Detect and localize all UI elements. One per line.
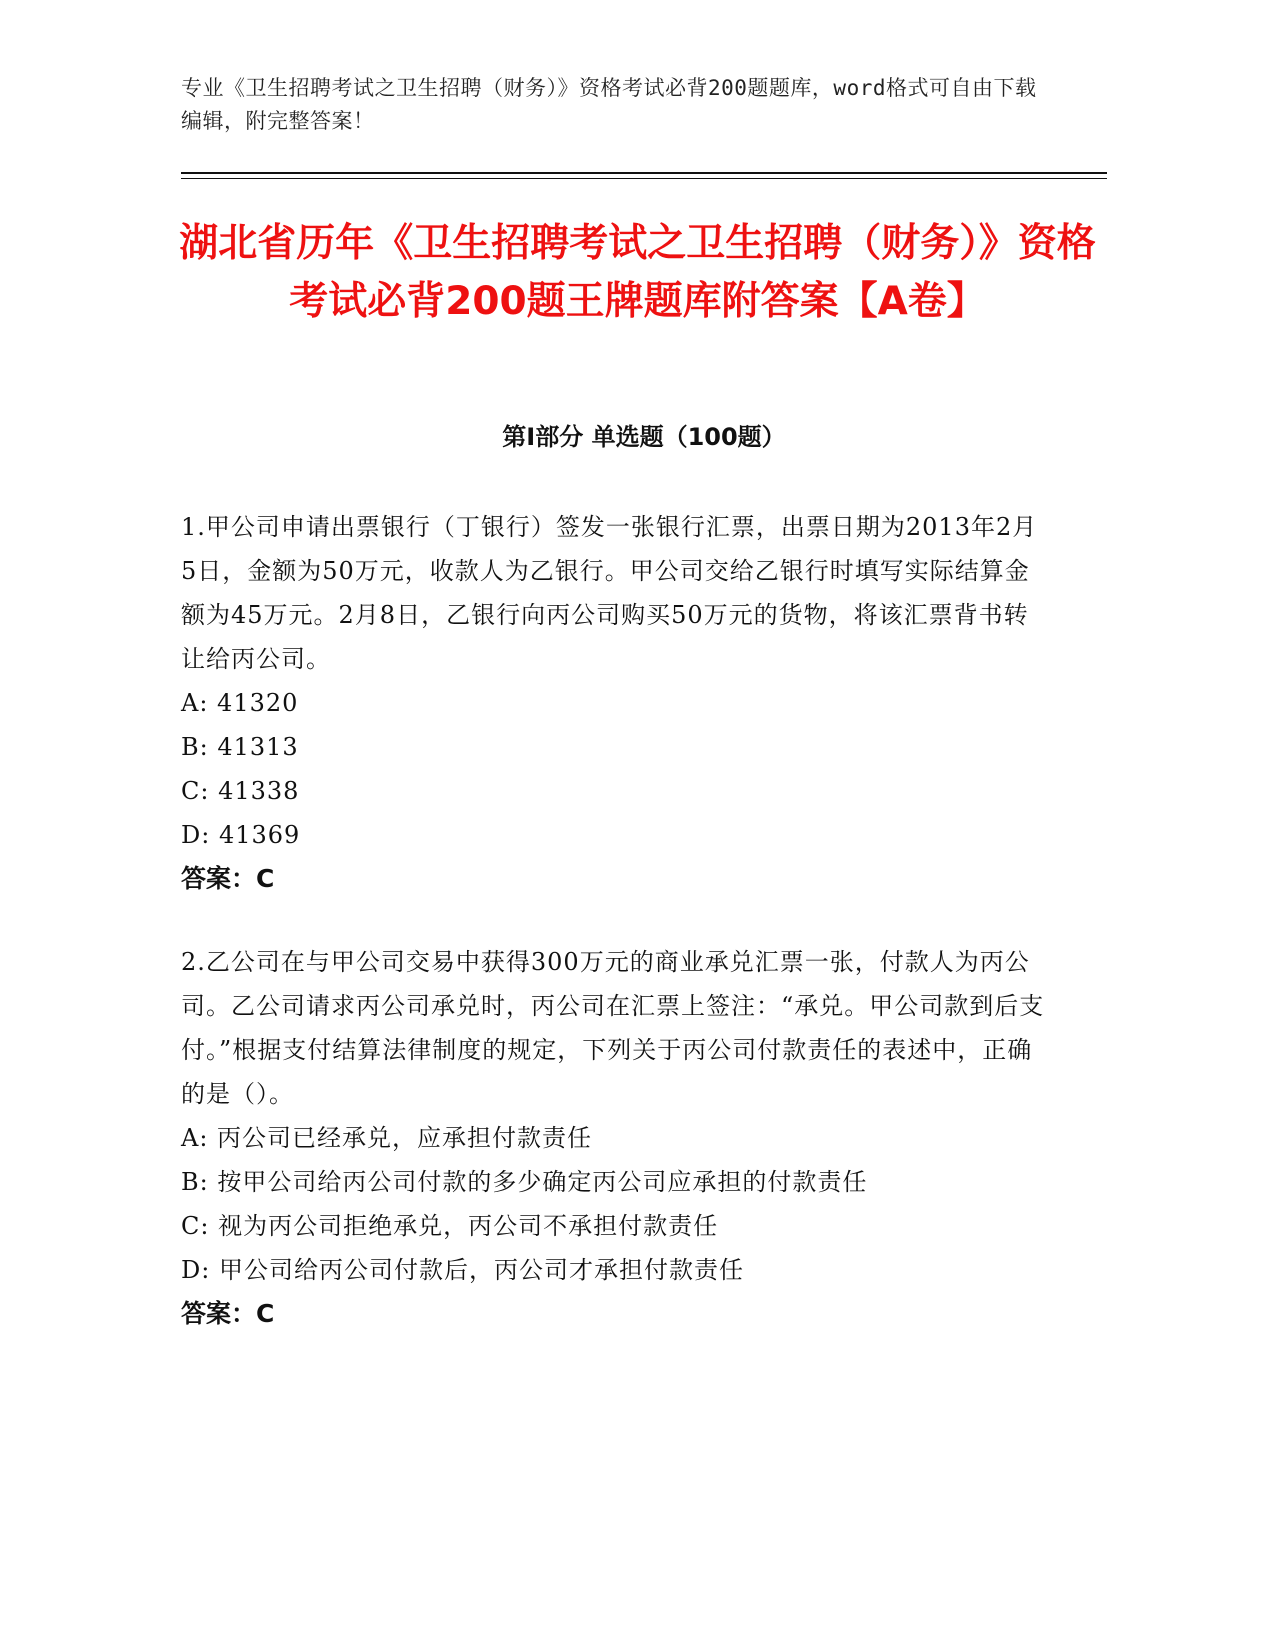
header-note: 专业《卫生招聘考试之卫生招聘（财务）》资格考试必背200题题库，word格式可自由下载编辑，附完整答案！ bbox=[181, 76, 1037, 133]
header-rule-thick bbox=[181, 172, 1107, 174]
document-title: 湖北省历年《卫生招聘考试之卫生招聘（财务）》资格考试必背200题王牌题库附答案【A卷】 bbox=[179, 221, 1096, 324]
question-2 bbox=[181, 940, 1051, 1336]
option-a: A: 丙公司已经承兑，应承担付款责任 bbox=[181, 1124, 593, 1152]
header-rule-thin bbox=[181, 178, 1107, 179]
option-d: D: 41369 bbox=[181, 821, 301, 849]
question-1 bbox=[181, 505, 1051, 901]
question-stem: 1.甲公司申请出票银行（丁银行）签发一张银行汇票，出票日期为2013年2月5日，金额为50万元，收款人为乙银行。甲公司交给乙银行时填写实际结算金额为45万元。2月8日，乙银行向丙公司购买50万元的货物，将该汇票背书转让给丙公司。 bbox=[181, 513, 1038, 673]
option-b: B: 按甲公司给丙公司付款的多少确定丙公司应承担的付款责任 bbox=[181, 1168, 868, 1196]
option-c: C: 41338 bbox=[181, 777, 300, 805]
option-a: A: 41320 bbox=[181, 689, 299, 717]
question-stem: 2.乙公司在与甲公司交易中获得300万元的商业承兑汇票一张，付款人为丙公司。乙公司请求丙公司承兑时，丙公司在汇票上签注：“承兑。甲公司款到后支付。”根据支付结算法律制度的规定，下列关于丙公司付款责任的表述中，正确的是（）。 bbox=[181, 948, 1045, 1108]
option-d: D: 甲公司给丙公司付款后，丙公司才承担付款责任 bbox=[181, 1256, 744, 1284]
answer-line: 答案：C bbox=[181, 864, 275, 893]
section-heading: 第I部分 单选题（100题） bbox=[502, 423, 786, 451]
option-b: B: 41313 bbox=[181, 733, 299, 761]
answer-line: 答案：C bbox=[181, 1299, 275, 1328]
option-c: C: 视为丙公司拒绝承兑，丙公司不承担付款责任 bbox=[181, 1212, 719, 1240]
